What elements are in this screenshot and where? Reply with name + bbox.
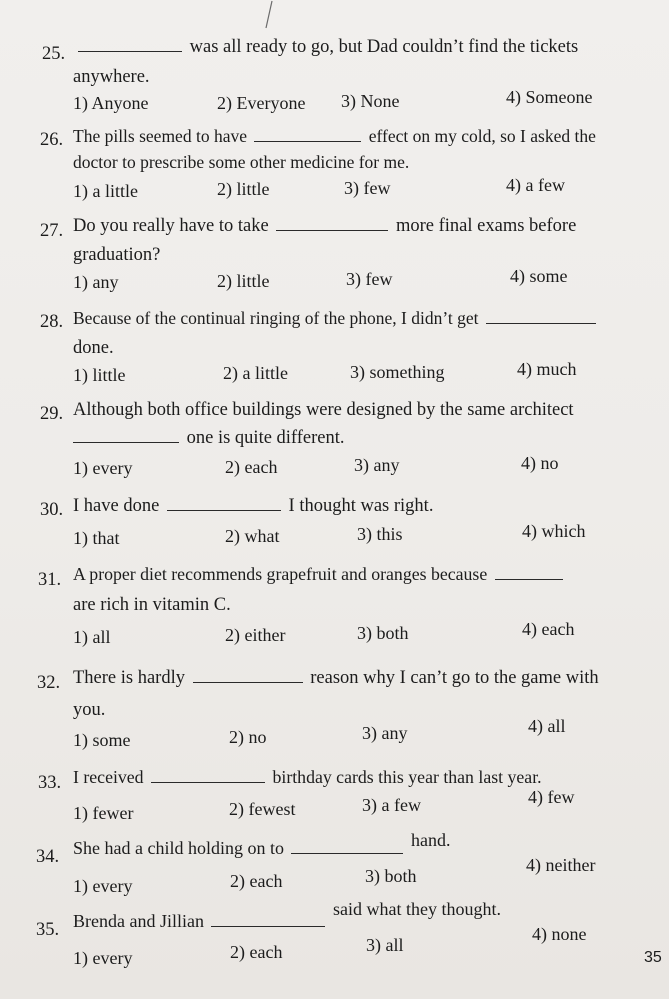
question-text: said what they thought. xyxy=(332,899,501,919)
question-text: The pills seemed to have xyxy=(73,126,247,146)
answer-blank[interactable] xyxy=(495,578,563,580)
question-text: Do you really have to take xyxy=(73,216,269,236)
question-text: A proper diet recommends grapefruit and oranges because xyxy=(73,564,488,584)
question-line-2: doctor to prescribe some other medicine for me. xyxy=(73,152,410,172)
option-4: 4) no xyxy=(521,453,559,473)
option-3: 3) both xyxy=(357,623,409,643)
option-3: 3) few xyxy=(346,269,393,289)
question-line xyxy=(73,124,596,148)
question-text: reason why I can’t go to the game with xyxy=(310,668,599,688)
question-text: I thought was right. xyxy=(288,496,434,516)
question-line xyxy=(73,562,566,586)
answer-blank[interactable] xyxy=(276,229,388,231)
option-2: 2) each xyxy=(230,942,283,962)
question-text: was all ready to go, but Dad couldn’t find the tickets xyxy=(189,37,579,57)
option-3: 3) any xyxy=(354,455,400,475)
answer-blank[interactable] xyxy=(167,509,281,511)
question-line-2: anywhere. xyxy=(73,67,150,87)
option-2: 2) fewest xyxy=(229,799,296,819)
question-number: 34. xyxy=(36,847,60,867)
option-3: 3) both xyxy=(365,866,417,886)
question-number: 26. xyxy=(40,130,64,150)
option-4: 4) which xyxy=(522,521,586,541)
question-line xyxy=(73,494,433,518)
option-3: 3) None xyxy=(341,91,400,111)
question-text: birthday cards this year than last year. xyxy=(272,767,542,787)
option-2: 2) Everyone xyxy=(217,93,306,113)
option-3: 3) all xyxy=(366,935,404,955)
question-text: more final exams before xyxy=(395,216,577,236)
answer-blank[interactable] xyxy=(73,441,179,443)
question-text: one is quite different. xyxy=(186,428,345,448)
question-number: 27. xyxy=(40,221,64,241)
option-4: 4) much xyxy=(517,359,577,379)
option-3: 3) a few xyxy=(362,795,421,815)
option-4: 4) neither xyxy=(526,855,596,875)
option-1: 1) every xyxy=(73,876,133,896)
answer-blank[interactable] xyxy=(291,852,403,854)
question-line xyxy=(73,214,576,238)
option-2: 2) no xyxy=(229,727,267,747)
question-text: Brenda and Jillian xyxy=(73,911,204,931)
option-1: 1) fewer xyxy=(73,803,134,823)
question-number: 31. xyxy=(38,570,62,590)
question-number: 33. xyxy=(38,773,62,793)
page-number: 35 xyxy=(644,949,662,966)
option-1: 1) Anyone xyxy=(73,93,149,113)
option-4: 4) some xyxy=(510,266,568,286)
question-line xyxy=(73,666,599,690)
option-2: 2) either xyxy=(225,625,286,645)
question-line-2: you. xyxy=(73,700,106,720)
question-text: hand. xyxy=(410,830,451,850)
option-4: 4) a few xyxy=(506,175,565,195)
question-line-2: done. xyxy=(73,338,114,358)
option-2: 2) little xyxy=(217,179,270,199)
option-1: 1) a little xyxy=(73,181,138,201)
question-line xyxy=(73,899,501,933)
option-2: 2) each xyxy=(230,871,283,891)
option-2: 2) each xyxy=(225,457,278,477)
pencil-stroke-mark xyxy=(258,0,278,30)
option-1: 1) any xyxy=(73,272,119,292)
option-1: 1) that xyxy=(73,528,120,548)
option-4: 4) each xyxy=(522,619,575,639)
answer-blank[interactable] xyxy=(254,140,361,142)
answer-blank[interactable] xyxy=(78,50,182,52)
option-1: 1) little xyxy=(73,365,126,385)
option-3: 3) this xyxy=(357,524,403,544)
option-3: 3) any xyxy=(362,723,408,743)
question-text: I have done xyxy=(73,496,160,516)
question-number: 25. xyxy=(42,44,66,64)
question-number: 28. xyxy=(40,312,64,332)
option-2: 2) a little xyxy=(223,363,288,383)
question-text: effect on my cold, so I asked the xyxy=(368,126,596,146)
option-4: 4) none xyxy=(532,924,587,944)
question-line-2 xyxy=(73,426,345,450)
option-4: 4) Someone xyxy=(506,87,593,107)
question-number: 35. xyxy=(36,920,60,940)
question-line xyxy=(73,306,599,330)
question-text: There is hardly xyxy=(73,668,185,688)
option-2: 2) little xyxy=(217,271,270,291)
question-text: She had a child holding on to xyxy=(73,838,284,858)
option-3: 3) few xyxy=(344,178,391,198)
option-1: 1) every xyxy=(73,948,133,968)
question-number: 32. xyxy=(37,673,61,693)
option-1: 1) every xyxy=(73,458,133,478)
question-line xyxy=(75,35,578,59)
option-4: 4) all xyxy=(528,716,566,736)
question-line-2: are rich in vitamin C. xyxy=(73,595,231,615)
question-number: 29. xyxy=(40,404,64,424)
question-line-2: graduation? xyxy=(73,245,161,265)
option-1: 1) some xyxy=(73,730,131,750)
question-line xyxy=(73,765,542,789)
option-2: 2) what xyxy=(225,526,280,546)
question-text: Because of the continual ringing of the phone, I didn’t get xyxy=(73,308,479,328)
answer-blank[interactable] xyxy=(151,781,265,783)
question-number: 30. xyxy=(40,500,64,520)
question-text: I received xyxy=(73,767,144,787)
answer-blank[interactable] xyxy=(486,322,596,324)
option-1: 1) all xyxy=(73,627,111,647)
option-3: 3) something xyxy=(350,362,445,382)
answer-blank[interactable] xyxy=(211,925,325,927)
question-line: Although both office buildings were designed by the same architect xyxy=(73,400,574,420)
answer-blank[interactable] xyxy=(193,681,303,683)
option-4: 4) few xyxy=(528,787,575,807)
question-line xyxy=(73,830,451,860)
